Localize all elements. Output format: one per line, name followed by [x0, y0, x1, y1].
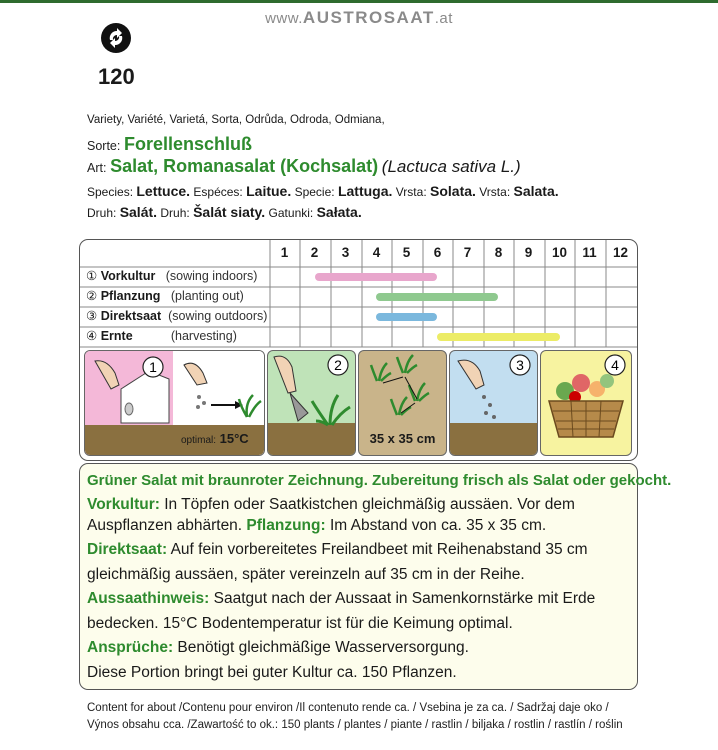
description-line [87, 639, 469, 657]
month-label: 2 [310, 245, 319, 260]
species-line [87, 183, 559, 199]
top-border [0, 0, 718, 3]
row-number: ① [86, 269, 98, 283]
line-label: Direktsaat: [87, 541, 168, 558]
line-text: Auf fein vorbereitetes Freilandbeet mit Reihenabstand 35 cm [167, 541, 588, 558]
row-number: ② [86, 289, 98, 303]
druh-value: Salát. [119, 204, 158, 220]
line-text: In Töpfen oder Saatkistchen gleichmäßig aussäen. Vor dem [159, 496, 575, 513]
art-value: Salat, Romanasalat (Kochsalat) [110, 156, 379, 176]
line-text: Saatgut nach der Aussaat in Samenkornstärke mit Erde [209, 590, 596, 607]
druh-value: Sałata. [316, 204, 362, 220]
line-text: Im Abstand von ca. 35 x 35 cm. [325, 517, 547, 534]
month-label: 5 [402, 245, 411, 260]
sowing-outdoors-illustration [450, 351, 537, 455]
row-name: Direktsaat [100, 309, 162, 323]
row-number: ④ [86, 329, 98, 343]
month-label: 10 [551, 245, 568, 260]
row-english: (sowing outdoors) [168, 309, 268, 323]
line-label: Aussaathinweis: [87, 590, 210, 607]
panel-badge: 2 [334, 357, 342, 373]
line-label: Vorkultur: [87, 496, 160, 513]
panel-badge: 4 [611, 357, 619, 373]
month-label: 1 [280, 245, 289, 260]
art-key: Art: [87, 161, 107, 175]
harvest-basket-illustration [541, 351, 631, 455]
temperature-caption: optimal: 15°C [181, 431, 249, 446]
month-label: 3 [341, 245, 350, 260]
month-label: 8 [494, 245, 503, 260]
druh-key: Druh: [87, 206, 117, 220]
pflanzung-bar [376, 293, 498, 301]
row-name: Ernte [100, 329, 133, 343]
ernte-bar [437, 333, 559, 341]
line-text: gleichmäßig aussäen, später vereinzeln auf 35 cm in der Reihe. [87, 566, 525, 583]
row-label-vorkultur [86, 268, 257, 283]
panel-spacing [358, 350, 447, 456]
description-line [87, 590, 595, 608]
druh-key: Druh: [160, 206, 190, 220]
art-latin: (Lactuca sativa L.) [381, 157, 521, 176]
month-label: 7 [463, 245, 472, 260]
line-label: Ansprüche: [87, 639, 174, 656]
vorkultur-bar [315, 273, 437, 281]
panel-harvest [540, 350, 632, 456]
row-label-pflanzung [86, 288, 244, 303]
month-label: 11 [582, 245, 597, 260]
panel-planting-out [267, 350, 356, 456]
species-key: Vrsta: [479, 185, 511, 199]
species-value: Laitue. [246, 183, 292, 199]
species-key: Specie: [294, 185, 335, 199]
description-line [87, 496, 575, 514]
row-name: Pflanzung [100, 289, 161, 303]
description-headline: Grüner Salat mit braunroter Zeichnung. Zubereitung frisch als Salat oder gekocht. [87, 472, 672, 489]
panel-sowing-outdoors [449, 350, 538, 456]
row-label-direktsaat [86, 308, 267, 323]
footer-content-line: Content for about /Contenu pour environ /Il contenuto rende ca. / Vsebina je za ca. / Sadržaj daje oko / [87, 702, 609, 714]
panel-badge: 1 [149, 359, 157, 375]
variety-languages: Variety, Variété, Varietá, Sorta, Odrůda, Odroda, Odmiana, [87, 114, 385, 126]
druh-key: Gatunki: [268, 206, 314, 220]
art-line [87, 156, 521, 177]
description-line [87, 566, 525, 584]
green-dot-recycle-icon [100, 22, 132, 54]
druh-line [87, 204, 362, 220]
species-value: Solata. [430, 183, 476, 199]
direktsaat-bar [376, 313, 437, 321]
description-line [87, 615, 513, 633]
species-key: Species: [87, 185, 134, 199]
spacing-caption: 35 x 35 cm [369, 431, 436, 446]
month-label: 6 [433, 245, 442, 260]
month-label: 12 [612, 245, 629, 260]
row-english: (sowing indoors) [165, 269, 258, 283]
sorte-line [87, 134, 252, 155]
seed-amount: 120 [98, 64, 135, 89]
druh-value: Šalát siaty. [193, 204, 266, 220]
species-key: Vrsta: [395, 185, 427, 199]
row-english: (harvesting) [170, 329, 237, 343]
sorte-value: Forellenschluß [123, 134, 253, 154]
line-text: Auspflanzen abhärten. [87, 517, 247, 534]
line-text: Diese Portion bringt bei guter Kultur ca. 150 Pflanzen. [87, 664, 457, 681]
description-line [87, 664, 457, 682]
species-value: Lattuga. [337, 183, 393, 199]
row-number: ③ [86, 309, 98, 323]
sorte-key: Sorte: [87, 139, 121, 153]
line-label: Pflanzung: [246, 517, 326, 534]
panel-sowing-indoors [84, 350, 265, 456]
species-key: Espéces: [193, 185, 243, 199]
month-label: 4 [372, 245, 381, 260]
species-value: Lettuce. [136, 183, 191, 199]
description-line [87, 517, 546, 535]
row-english: (planting out) [170, 289, 244, 303]
planting-out-illustration [268, 351, 355, 455]
panel-badge: 3 [516, 357, 524, 373]
line-text: Benötigt gleichmäßige Wasserversorgung. [173, 639, 469, 656]
description-line [87, 541, 588, 559]
website-url[interactable]: www.AUSTROSAAT.at [265, 8, 453, 27]
row-name: Vorkultur [100, 269, 156, 283]
line-text: bedecken. 15°C Bodentemperatur ist für die Keimung optimal. [87, 615, 513, 632]
month-label: 9 [524, 245, 533, 260]
footer-plants-line: Výnos obsahu cca. /Zawartość to ok.: 150 plants / plantes / piante / rastlin / biljaka / rostlin / rastlín / roślin [87, 719, 623, 731]
species-value: Salata. [513, 183, 559, 199]
row-label-ernte [86, 328, 237, 343]
